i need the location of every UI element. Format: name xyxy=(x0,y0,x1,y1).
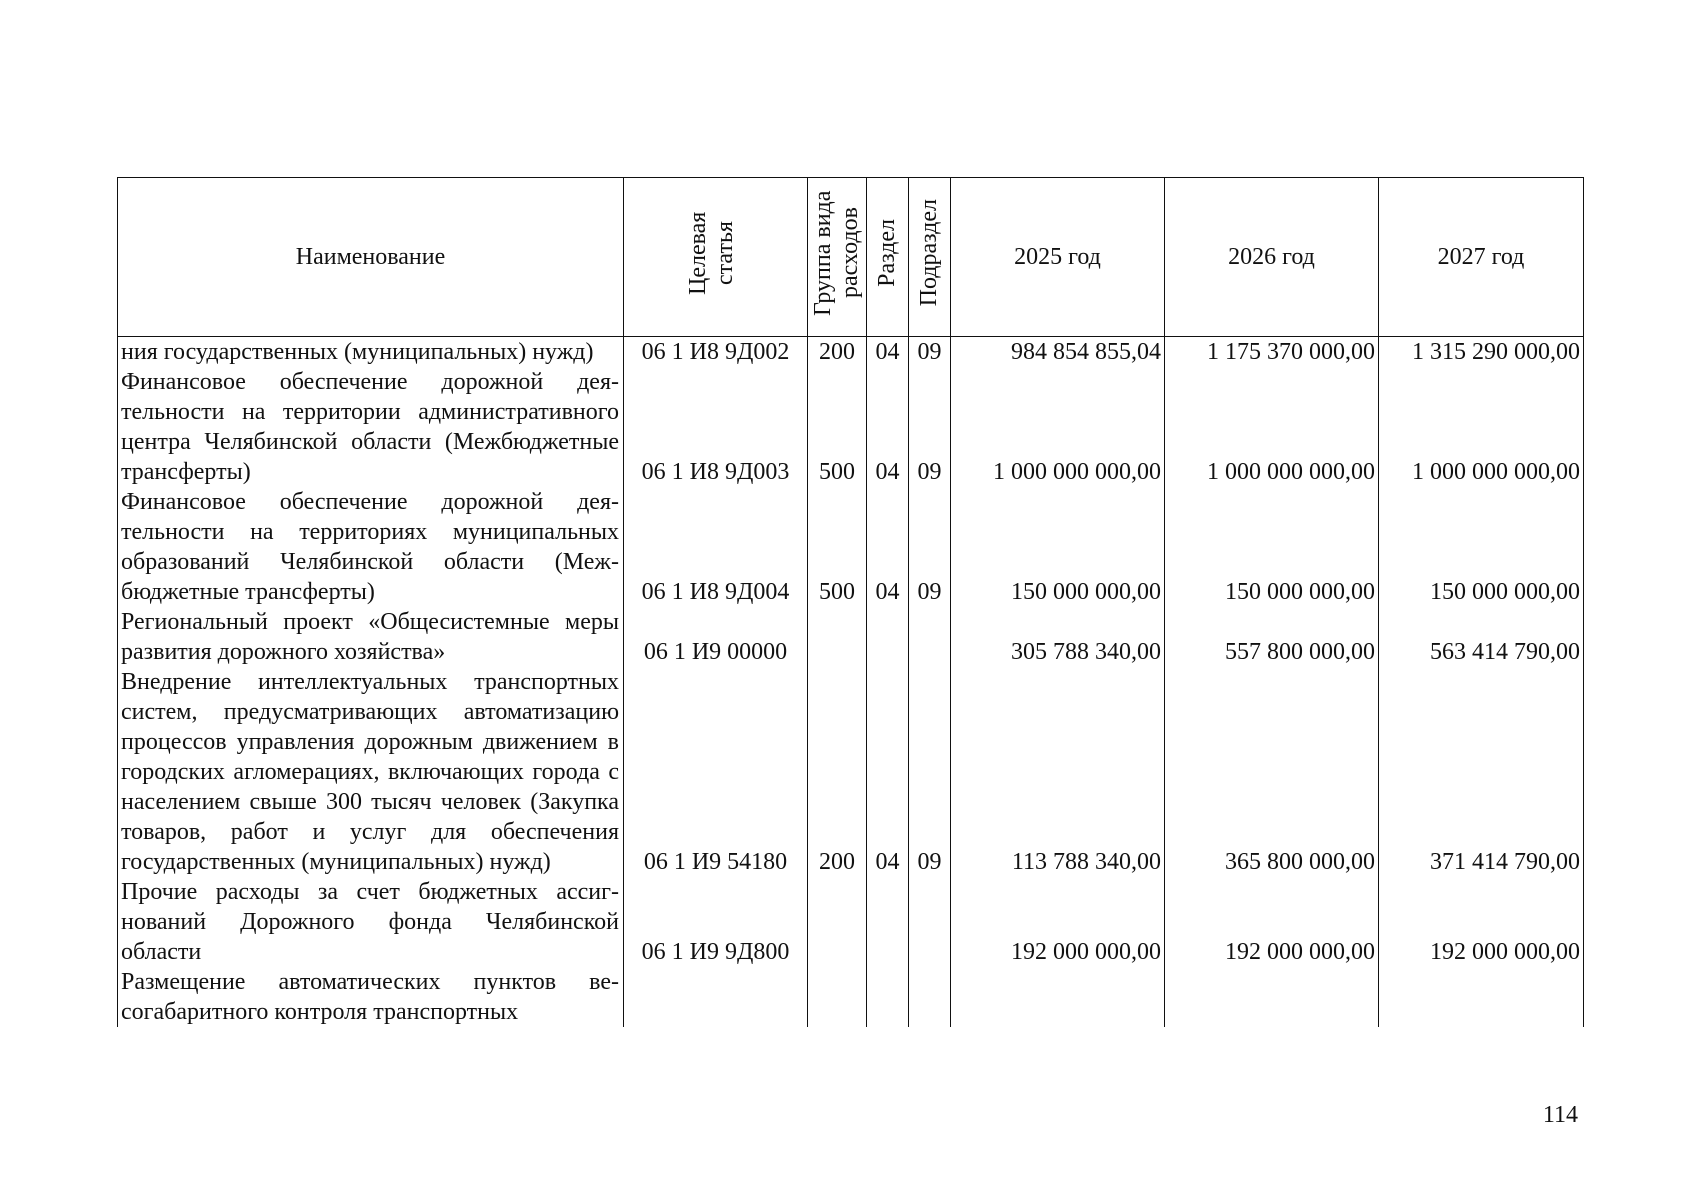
budget-table xyxy=(117,177,1584,1027)
row-section xyxy=(867,607,909,667)
row-target-code: 06 1 И9 9Д800 xyxy=(624,877,808,967)
row-subsection: 09 xyxy=(909,367,951,487)
row-name: ния государственных (муниципальных) нужд) xyxy=(118,337,624,368)
row-subsection: 09 xyxy=(909,667,951,877)
table-row xyxy=(118,367,1584,487)
row-amount-2027: 150 000 000,00 xyxy=(1379,487,1584,607)
table-row xyxy=(118,667,1584,877)
row-subsection xyxy=(909,607,951,667)
row-amount-2025: 984 854 855,04 xyxy=(951,337,1165,368)
header-2025: 2025 год xyxy=(951,178,1165,337)
row-name: Внедрение интеллектуальных транспортных систем, предусматривающих автоматизацию процессов управления дорожным движением в городских агломерациях, включающих города с населением свыше 300 тысяч человек (Закупка товаров, работ и услуг для обеспечения государственных (муниципальных) нужд) xyxy=(118,667,624,877)
row-amount-2027: 192 000 000,00 xyxy=(1379,877,1584,967)
row-name: Финансовое обеспечение дорожной деятельности на территории административного центра Челябинской области (Межбюджетные трансферты) xyxy=(118,367,624,487)
row-section: 04 xyxy=(867,337,909,368)
row-section: 04 xyxy=(867,487,909,607)
row-amount-2027: 371 414 790,00 xyxy=(1379,667,1584,877)
row-expense-group: 500 xyxy=(808,367,867,487)
row-subsection xyxy=(909,877,951,967)
row-amount-2025 xyxy=(951,967,1165,1027)
row-expense-group: 200 xyxy=(808,667,867,877)
row-amount-2027: 1 315 290 000,00 xyxy=(1379,337,1584,368)
row-subsection xyxy=(909,967,951,1027)
row-expense-group xyxy=(808,607,867,667)
row-amount-2025: 150 000 000,00 xyxy=(951,487,1165,607)
table-row xyxy=(118,967,1584,1027)
header-expense-group: Группа вида расходов xyxy=(808,178,867,337)
row-amount-2027: 1 000 000 000,00 xyxy=(1379,367,1584,487)
row-amount-2025: 1 000 000 000,00 xyxy=(951,367,1165,487)
table-row xyxy=(118,337,1584,368)
header-2026: 2026 год xyxy=(1165,178,1379,337)
row-amount-2026: 1 175 370 000,00 xyxy=(1165,337,1379,368)
row-amount-2025: 192 000 000,00 xyxy=(951,877,1165,967)
row-section: 04 xyxy=(867,667,909,877)
table-header-row xyxy=(118,178,1584,337)
header-2027: 2027 год xyxy=(1379,178,1584,337)
table-row xyxy=(118,487,1584,607)
row-amount-2025: 113 788 340,00 xyxy=(951,667,1165,877)
row-amount-2026: 192 000 000,00 xyxy=(1165,877,1379,967)
header-section: Раздел xyxy=(867,178,909,337)
row-amount-2025: 305 788 340,00 xyxy=(951,607,1165,667)
header-target: Целевая статья xyxy=(624,178,808,337)
row-subsection: 09 xyxy=(909,487,951,607)
row-name: Региональный проект «Общесистемные меры развития дорожного хозяйства» xyxy=(118,607,624,667)
row-expense-group: 500 xyxy=(808,487,867,607)
row-amount-2027: 563 414 790,00 xyxy=(1379,607,1584,667)
row-expense-group: 200 xyxy=(808,337,867,368)
row-section xyxy=(867,967,909,1027)
row-target-code: 06 1 И8 9Д004 xyxy=(624,487,808,607)
row-expense-group xyxy=(808,877,867,967)
table-row xyxy=(118,877,1584,967)
row-target-code: 06 1 И8 9Д002 xyxy=(624,337,808,368)
row-section: 04 xyxy=(867,367,909,487)
row-amount-2026: 557 800 000,00 xyxy=(1165,607,1379,667)
row-amount-2026 xyxy=(1165,967,1379,1027)
row-amount-2026: 1 000 000 000,00 xyxy=(1165,367,1379,487)
row-target-code xyxy=(624,967,808,1027)
row-section xyxy=(867,877,909,967)
row-subsection: 09 xyxy=(909,337,951,368)
row-target-code: 06 1 И9 54180 xyxy=(624,667,808,877)
row-amount-2027 xyxy=(1379,967,1584,1027)
row-expense-group xyxy=(808,967,867,1027)
page-number: 114 xyxy=(1542,1102,1578,1128)
row-amount-2026: 150 000 000,00 xyxy=(1165,487,1379,607)
row-name: Размещение автоматических пунктов весогабаритного контроля транспортных xyxy=(118,967,624,1027)
row-name: Прочие расходы за счет бюджетных ассигнований Дорожного фонда Челябинской области xyxy=(118,877,624,967)
header-name: Наименование xyxy=(118,178,624,337)
table-row xyxy=(118,607,1584,667)
row-amount-2026: 365 800 000,00 xyxy=(1165,667,1379,877)
row-target-code: 06 1 И8 9Д003 xyxy=(624,367,808,487)
header-subsection: Подраздел xyxy=(909,178,951,337)
row-name: Финансовое обеспечение дорожной деятельности на территориях муниципальных образований Челябинской области (Межбюджетные трансферты) xyxy=(118,487,624,607)
row-target-code: 06 1 И9 00000 xyxy=(624,607,808,667)
